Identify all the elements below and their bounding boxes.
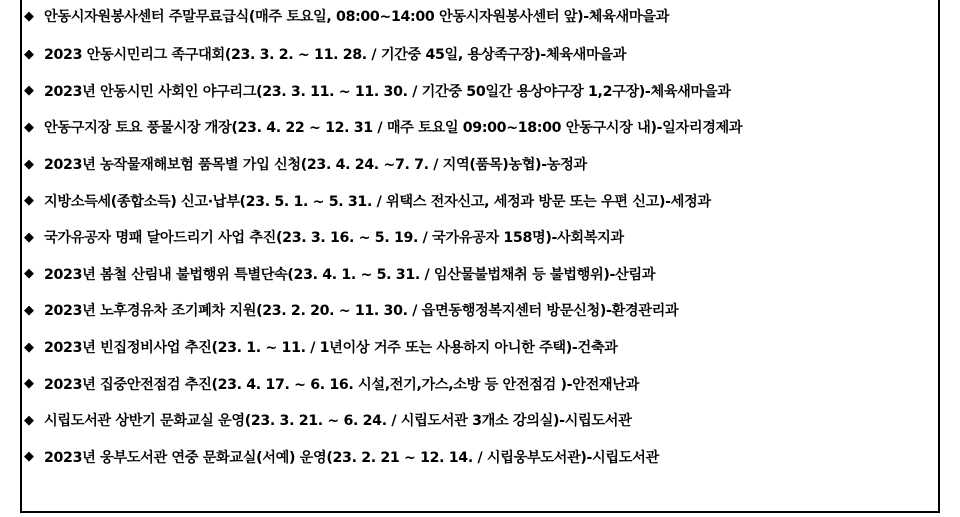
list-item xyxy=(22,182,938,219)
diamond-bullet-icon: ◆ xyxy=(24,376,34,392)
item-text: 국가유공자 명패 달아드리기 사업 추진(23. 3. 16. ~ 5. 19. / 국가유공자 158명)-사회복지과 xyxy=(44,230,624,247)
diamond-bullet-icon: ◆ xyxy=(24,449,34,465)
list-item xyxy=(22,0,938,36)
item-text: 2023년 웅부도서관 연중 문화교실(서예) 운영(23. 2. 21 ~ 12. 14. / 시립웅부도서관)-시립도서관 xyxy=(44,449,659,466)
item-text: 안동구지장 토요 풍물시장 개장(23. 4. 22 ~ 12. 31 / 매주 토요일 09:00~18:00 안동구시장 내)-일자리경제과 xyxy=(44,120,743,137)
list-item xyxy=(22,292,938,329)
notice-list xyxy=(22,0,938,475)
list-item xyxy=(22,219,938,256)
list-item xyxy=(22,402,938,439)
item-text: 2023년 안동시민 사회인 야구리그(23. 3. 11. ~ 11. 30. / 기간중 50일간 용상야구장 1,2구장)-체육새마을과 xyxy=(44,83,731,100)
diamond-bullet-icon: ◆ xyxy=(24,119,34,135)
list-item xyxy=(22,36,938,73)
diamond-bullet-icon: ◆ xyxy=(24,156,34,172)
list-item xyxy=(22,146,938,183)
list-item xyxy=(22,109,938,146)
diamond-bullet-icon: ◆ xyxy=(24,339,34,355)
diamond-bullet-icon: ◆ xyxy=(24,83,34,99)
item-text: 지방소득세(종합소득) 신고·납부(23. 5. 1. ~ 5. 31. / 위택스 전자신고, 세정과 방문 또는 우편 신고)-세정과 xyxy=(44,193,711,210)
list-item xyxy=(22,256,938,293)
diamond-bullet-icon: ◆ xyxy=(24,412,34,428)
diamond-bullet-icon: ◆ xyxy=(24,46,34,62)
item-text: 2023년 노후경유차 조기폐차 지원(23. 2. 20. ~ 11. 30. / 읍면동행정복지센터 방문신청)-환경관리과 xyxy=(44,303,679,320)
diamond-bullet-icon: ◆ xyxy=(24,193,34,209)
diamond-bullet-icon: ◆ xyxy=(24,229,34,245)
list-item xyxy=(22,329,938,366)
list-item xyxy=(22,439,938,476)
item-text: 시립도서관 상반기 문화교실 운영(23. 3. 21. ~ 6. 24. / 시립도서관 3개소 강의실)-시립도서관 xyxy=(44,413,632,430)
list-item xyxy=(22,365,938,402)
diamond-bullet-icon: ◆ xyxy=(24,302,34,318)
diamond-bullet-icon: ◆ xyxy=(24,266,34,282)
document-box xyxy=(20,0,940,513)
item-text: 2023년 빈집정비사업 추진(23. 1. ~ 11. / 1년이상 거주 또는 사용하지 아니한 주택)-건축과 xyxy=(44,340,618,357)
item-text: 2023년 봄철 산림내 불법행위 특별단속(23. 4. 1. ~ 5. 31. / 임산물불법채취 등 불법행위)-산림과 xyxy=(44,266,656,283)
item-text: 2023년 농작물재해보험 품목별 가입 신청(23. 4. 24. ~7. 7. / 지역(품목)농협)-농정과 xyxy=(44,157,587,174)
item-text: 2023년 집중안전점검 추진(23. 4. 17. ~ 6. 16. 시설,전기,가스,소방 등 안전점검 )-안전재난과 xyxy=(44,376,639,393)
diamond-bullet-icon: ◆ xyxy=(24,8,34,24)
item-text: 2023 안동시민리그 족구대회(23. 3. 2. ~ 11. 28. / 기간중 45일, 용상족구장)-체육새마을과 xyxy=(44,47,627,64)
item-text: 안동시자원봉사센터 주말무료급식(매주 토요일, 08:00~14:00 안동시자원봉사센터 앞)-체육새마을과 xyxy=(44,9,669,25)
list-item xyxy=(22,73,938,110)
